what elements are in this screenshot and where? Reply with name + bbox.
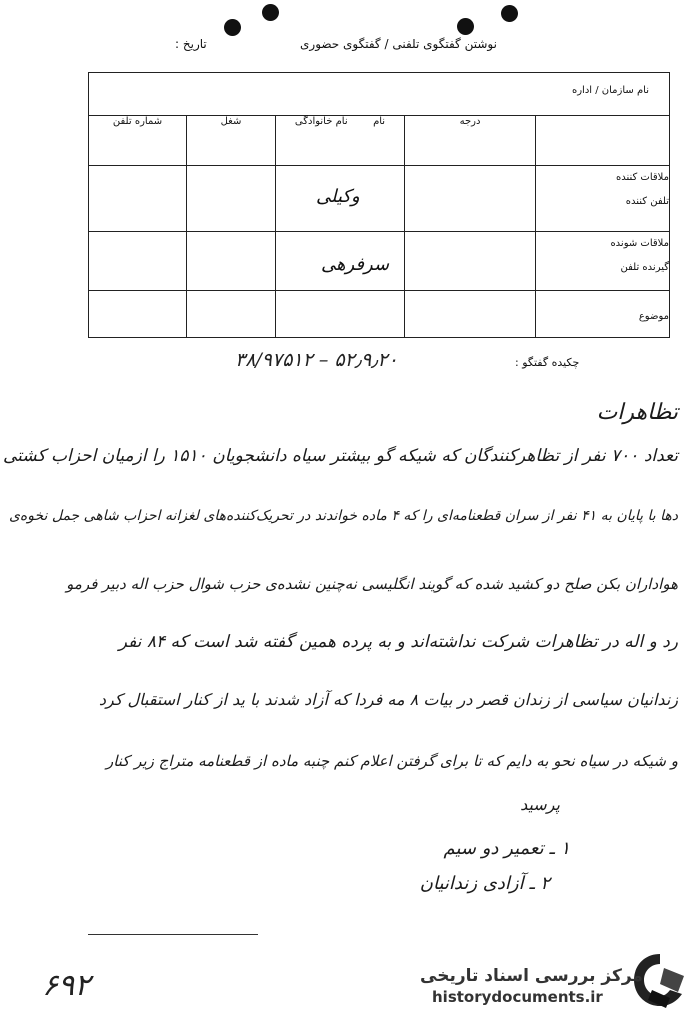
callee-label: ملاقات شونده گیرنده تلفن [536,232,670,291]
closing-line: پرسید [520,795,560,814]
caller-label: ملاقات کننده تلفن کننده [536,166,670,232]
archive-name: مرکز بررسی اسناد تاریخی [420,966,643,986]
caller-name-cell [276,166,405,232]
subject-cell [276,291,405,338]
punch-hole [457,18,474,35]
conversation-form [88,72,670,338]
caller-phone-cell [89,166,187,232]
org-row [89,73,670,116]
subject-cell [405,291,536,338]
date-label: تاریخ : [175,37,207,51]
job-header: شغل [187,116,276,166]
punch-hole [262,4,279,21]
punch-hole [501,5,518,22]
caller-rank-cell [405,166,536,232]
summary-code: ۵۲٫۹٫۲۰ – ۳۸/۹۷۵۱۲ [235,349,398,371]
closing-line: ۲ ـ آزادی زندانیان [419,873,550,894]
body-line: و شیکه در سیاه نحو به دایم که تا برای گرفتن اعلام کنم چنبه ماده از قطعنامه متراج زیر کنار [105,752,678,770]
rank-header: درجه [405,116,536,166]
family-header: نام خانوادگی [294,116,348,127]
body-line: زندانیان سیاسی از زندان قصر در بیات ۸ مه فردا که آزاد شدند با ید از کنار استقبال کرد [98,690,678,709]
subject-label: موضوع [536,291,670,338]
org-label: نام سازمان / اداره [571,85,649,96]
summary-label: چکیده گفتگو : [515,356,580,369]
closing-line: ۱ ـ تعمیر دو سیم [443,838,570,859]
callee-phone-cell [89,232,187,291]
page-mark: ۶۹۲ [42,968,91,1003]
header-blank-cell [536,116,670,166]
caller-job-cell [187,166,276,232]
subject-cell [89,291,187,338]
callee-job-cell [187,232,276,291]
callee-name-cell [276,232,405,291]
phone-header: شماره تلفن [89,116,187,166]
punch-hole [224,19,241,36]
body-line: دها با پایان به ۴۱ نفر از سران قطعنامه‌ای را که ۴ ماده خواندند در تحریک‌کننده‌های لغزانه احزاب شاهی جمل نخوه‌ی [8,508,678,524]
body-line: تعداد ۷۰۰ نفر از تظاهرکنندگان که شیکه گو بیشتر سیاه دانشجویان ۱۵۱۰ را ازمیان احزاب کشتی [3,446,678,466]
callee-handwritten-name: سرفرهی [321,254,390,275]
caller-handwritten-name: وکیلی [316,186,360,207]
body-line: هواداران بکن صلح دو کشید شده که گویند انگلیسی نه‌چنین نشده‌ی حزب شوال حزب اله دبیر فرمو [66,575,678,593]
callee-rank-cell [405,232,536,291]
name-header: نام نام خانوادگی [276,116,405,166]
archive-url: historydocuments.ir [432,988,603,1006]
body-line: رد و اله در تظاهرات شرکت نداشته‌اند و به پرده همین گفته شد است که ۸۴ نفر [118,632,678,652]
form-title: نوشتن گفتگوی تلفنی / گفتگوی حضوری [300,37,497,51]
body-heading: تظاهرات [596,400,678,425]
subject-cell [187,291,276,338]
divider-line [88,934,258,935]
